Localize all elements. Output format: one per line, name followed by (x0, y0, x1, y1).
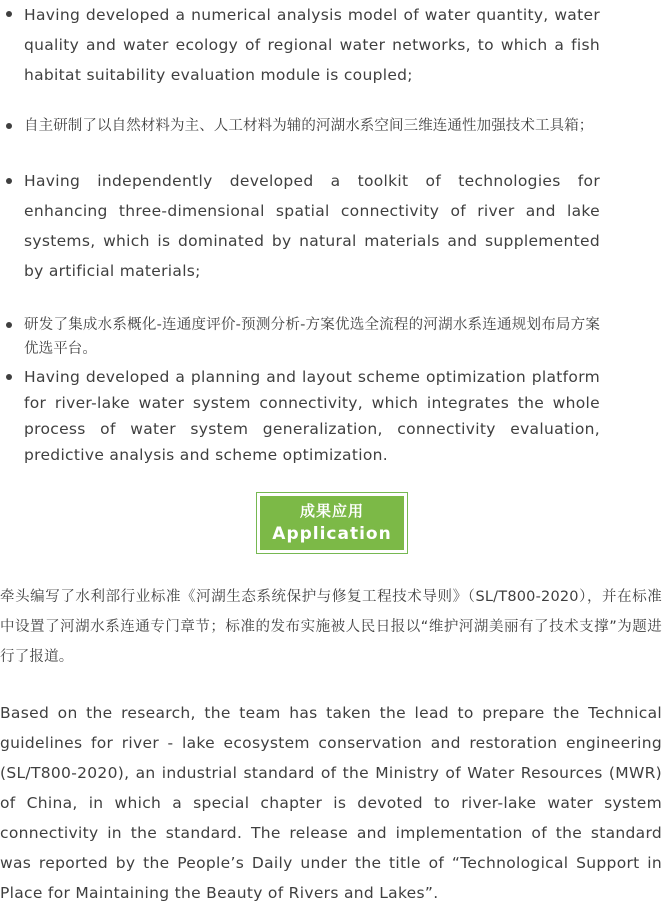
bullet-dot-icon (6, 322, 12, 328)
bullet-text: 自主研制了以自然材料为主、人工材料为辅的河湖水系空间三维连通性加强技术工具箱； (24, 118, 594, 134)
bullet-text: Having developed a planning and layout scheme optimization platform for river-lake water system connectivity, which integrates the whole process of water system generalization, connectivity evaluation, predictive analysis and scheme optimization. (24, 368, 600, 464)
bullet-dot-icon (6, 374, 12, 380)
list-item (0, 364, 600, 468)
section-badge-application (256, 492, 408, 554)
bullet-text: 研发了集成水系概化-连通度评价-预测分析-方案优选全流程的河湖水系连通规划布局方案优选平台。 (24, 317, 600, 357)
bullet-dot-icon (6, 123, 12, 129)
list-item (0, 0, 600, 90)
section-badge-title-zh: 成果应用 (299, 502, 364, 520)
bullet-text: Having developed a numerical analysis model of water quantity, water quality and water ecology of regional water networks, to which a fish habitat suitability evaluation module is coupled; (24, 6, 600, 84)
bullet-dot-icon (6, 178, 12, 184)
list-item (0, 114, 600, 138)
application-paragraph-en: Based on the research, the team has taken the lead to prepare the Technical guidelines for river - lake ecosystem conservation and restoration engineering (SL/T800-2020), an industrial standard of the Ministry of Water Resources (MWR) of China, in which a special chapter is devoted to river-lake water system connectivity in the standard. The release and implementation of the standard was reported by the People’s Daily under the title of “Technological Support in Place for Maintaining the Beauty of Rivers and Lakes”. (0, 704, 662, 902)
list-item (0, 166, 600, 286)
bullet-dot-icon (6, 11, 12, 17)
application-paragraph-zh: 牵头编写了水利部行业标准《河湖生态系统保护与修复工程技术导则》（SL/T800-2020），并在标准中设置了河湖水系连通专门章节；标准的发布实施被人民日报以“维护河湖美丽有了技术支撑”为题进行了报道。 (0, 589, 662, 665)
bullet-text: Having independently developed a toolkit of technologies for enhancing three-dimensional spatial connectivity of river and lake systems, which is dominated by natural materials and supplemented by artificial materials; (24, 172, 600, 280)
list-item (0, 313, 600, 361)
section-badge-title-en: Application (272, 524, 392, 544)
section-badge-inner (260, 496, 404, 550)
